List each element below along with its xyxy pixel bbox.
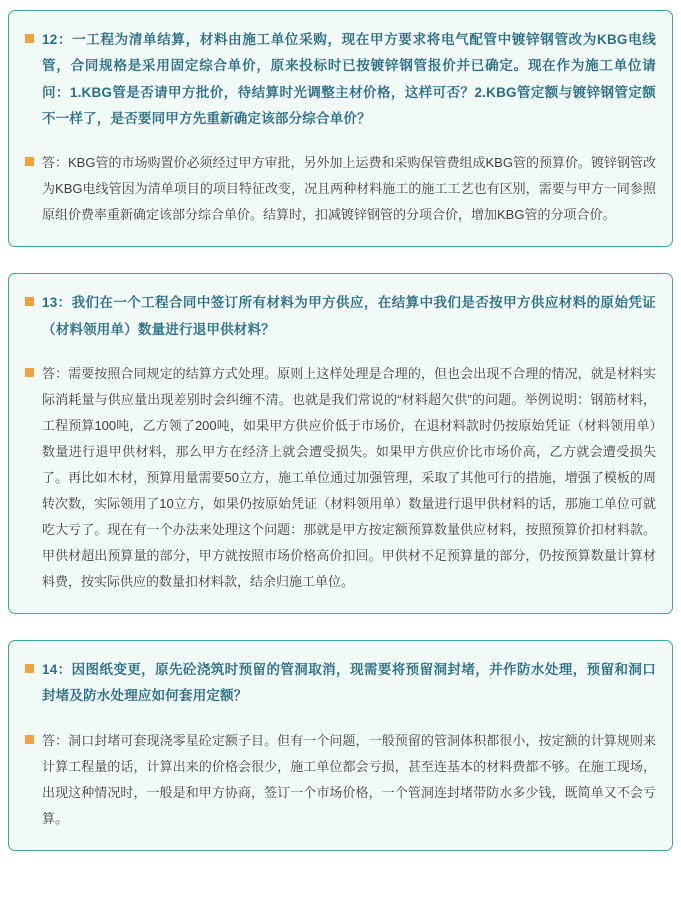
question-text (42, 657, 656, 710)
question-body: 一工程为清单结算，材料由施工单位采购，现在甲方要求将电气配管中镀锌钢管改为KBG电线管，合同规格是采用固定综合单价，原来投标时已按镀锌钢管报价并已确定。现在作为施工单位请问：1.KBG管是否请甲方批价，待结算时光调整主材价格，这样可否？2.KBG管定额与镀锌钢管定额不一样了，是否要同甲方先重新确定该部分综合单价？ (42, 32, 656, 126)
question-number: 12： (42, 32, 73, 47)
answer-text (42, 150, 656, 228)
answer-block (25, 150, 656, 228)
answer-body: 需要按照合同规定的结算方式处理。原则上这样处理是合理的，但也会出现不合理的情况，就是材料实际消耗量与供应量出现差别时会纠缠不清。也就是我们常说的“材料超欠供”的问题。举例说明：钢筋材料，工程预算100吨，乙方领了200吨，如果甲方供应价低于市场价，在退材料款时仍按原始凭证（材料领用单）数量进行退甲供材料，那么甲方在经济上就会遭受损失。如果甲方供应价比市场价高，乙方就会遭受损失了。再比如木材，预算用量需要50立方，施工单位通过加强管理，采取了其他可行的措施，增强了模板的周转次数，实际领用了10立方，如果仍按原始凭证（材料领用单）数量进行退甲供材料的话，那施工单位可就吃大亏了。现在有一个办法来处理这个问题：那就是甲方按定额预算数量供应材料，按照预算价扣材料款。甲供材超出预算量的部分，甲方就按照市场价格高价扣回。甲供材不足预算量的部分，仍按预算数量计算材料费，按实际供应的数量扣材料款，结余归施工单位。 (42, 365, 656, 589)
question-number: 14： (42, 661, 72, 677)
square-bullet-icon (25, 664, 34, 673)
square-bullet-icon (25, 297, 34, 306)
question-text (42, 290, 656, 343)
answer-text (42, 728, 656, 832)
answer-body: 洞口封堵可套现浇零星砼定额子目。但有一个问题，一般预留的管洞体积都很小，按定额的计算规则来计算工程量的话，计算出来的价格会很少，施工单位都会亏损，甚至连基本的材料费都不够。在施工现场，出现这种情况时，一般是和甲方协商，签订一个市场价格，一个管洞连封堵带防水多少钱，既简单又不会亏算。 (42, 732, 656, 826)
question-text (42, 27, 656, 132)
qa-card-13 (8, 273, 673, 614)
qa-card-12 (8, 10, 673, 247)
question-block (25, 290, 656, 343)
answer-body: KBG管的市场购置价必须经过甲方审批，另外加上运费和采购保管费组成KBG管的预算价。镀锌钢管改为KBG电线管因为清单项目的项目特征改变，况且两种材料施工的施工工艺也有区别，需要与甲方一同参照原组价费率重新确定该部分综合单价。结算时，扣减镀锌钢管的分项合价，增加KBG管的分项合价。 (42, 155, 656, 223)
question-block (25, 27, 656, 132)
answer-block (25, 361, 656, 595)
question-number: 13： (42, 295, 72, 311)
square-bullet-icon (25, 368, 34, 377)
square-bullet-icon (25, 735, 34, 744)
answer-label: 答： (42, 155, 69, 171)
answer-text (42, 361, 656, 595)
question-block (25, 657, 656, 710)
square-bullet-icon (25, 157, 34, 166)
qa-card-14 (8, 640, 673, 851)
answer-block (25, 728, 656, 832)
answer-label: 答： (42, 365, 69, 381)
answer-label: 答： (42, 732, 69, 748)
question-body: 因图纸变更，原先砼浇筑时预留的管洞取消，现需要将预留洞封堵，并作防水处理，预留和洞口封堵及防水处理应如何套用定额？ (42, 661, 656, 704)
question-body: 我们在一个工程合同中签订所有材料为甲方供应，在结算中我们是否按甲方供应材料的原始凭证（材料领用单）数量进行退甲供材料？ (42, 295, 656, 337)
square-bullet-icon (25, 34, 34, 43)
